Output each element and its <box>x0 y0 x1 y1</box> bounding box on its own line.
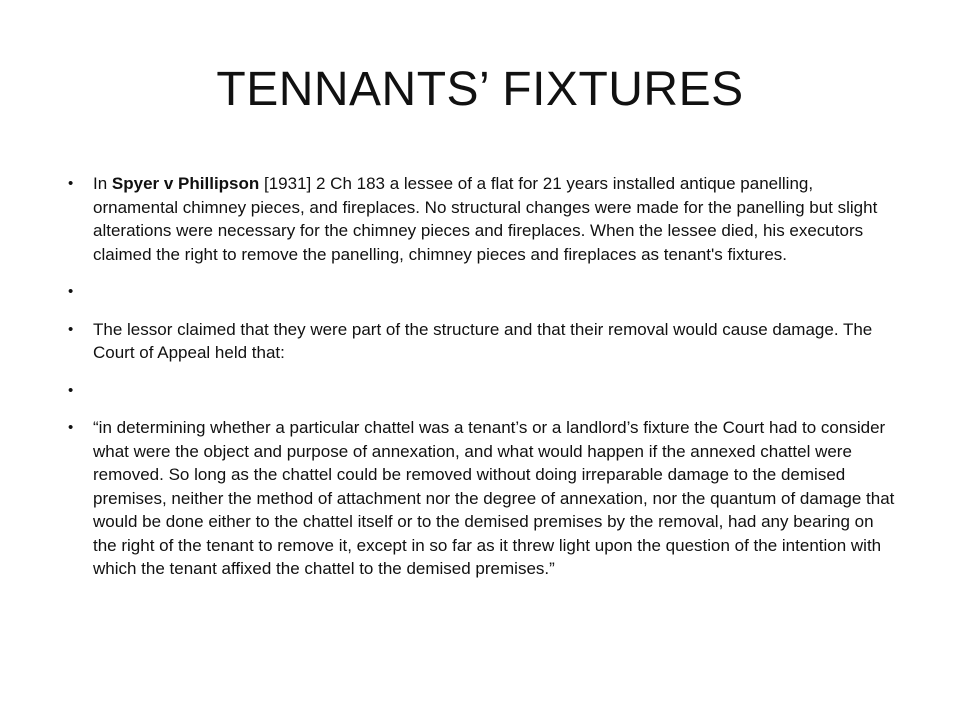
bullet-item-quote <box>68 416 898 581</box>
bullet-icon: • <box>68 175 74 192</box>
bullet-icon: • <box>68 381 74 399</box>
bullet-icon: • <box>68 320 74 338</box>
bullet-text <box>93 172 898 266</box>
bullet-prefix: In <box>93 174 112 193</box>
slide-title: TENNANTS’ FIXTURES <box>216 63 744 116</box>
bullet-item-empty <box>68 379 898 403</box>
bullet-text: “in determining whether a particular chattel was a tenant’s or a landlord’s fixture the Court had to consider what were the object and purpose of annexation, and what would happen if the annexed chattel were removed. So long as the chattel could be removed without doing irreparable damage to the demised premises, neither the method of attachment nor the degree of annexation, nor the quantum of damage that would be done either to the chattel itself or to the demised premises by the removal, had any bearing on the right of the tenant to remove it, except in so far as it threw light upon the question of the intention with which the tenant affixed the chattel to the demised premises.” <box>93 418 895 578</box>
bullet-body: [1931] 2 Ch 183 a lessee of a flat for 21 years installed antique panelling, ornamental chimney pieces, and fireplaces. No structural changes were made for the panelling but slight alterations were necessary for the chimney pieces and fireplaces. When the lessee died, his executors claimed the right to remove the panelling, chimney pieces and fireplaces as tenant's fixtures. <box>93 174 878 264</box>
bullet-item <box>68 172 898 266</box>
bullet-icon: • <box>68 419 74 436</box>
bullet-text: The lessor claimed that they were part of the structure and that their removal would cause damage. The Court of Appeal held that: <box>93 319 873 362</box>
bullet-list <box>68 172 898 595</box>
bullet-icon: • <box>68 283 74 300</box>
bullet-item <box>68 318 898 365</box>
bullet-item-empty <box>68 280 898 304</box>
case-name: Spyer v Phillipson <box>111 174 260 193</box>
